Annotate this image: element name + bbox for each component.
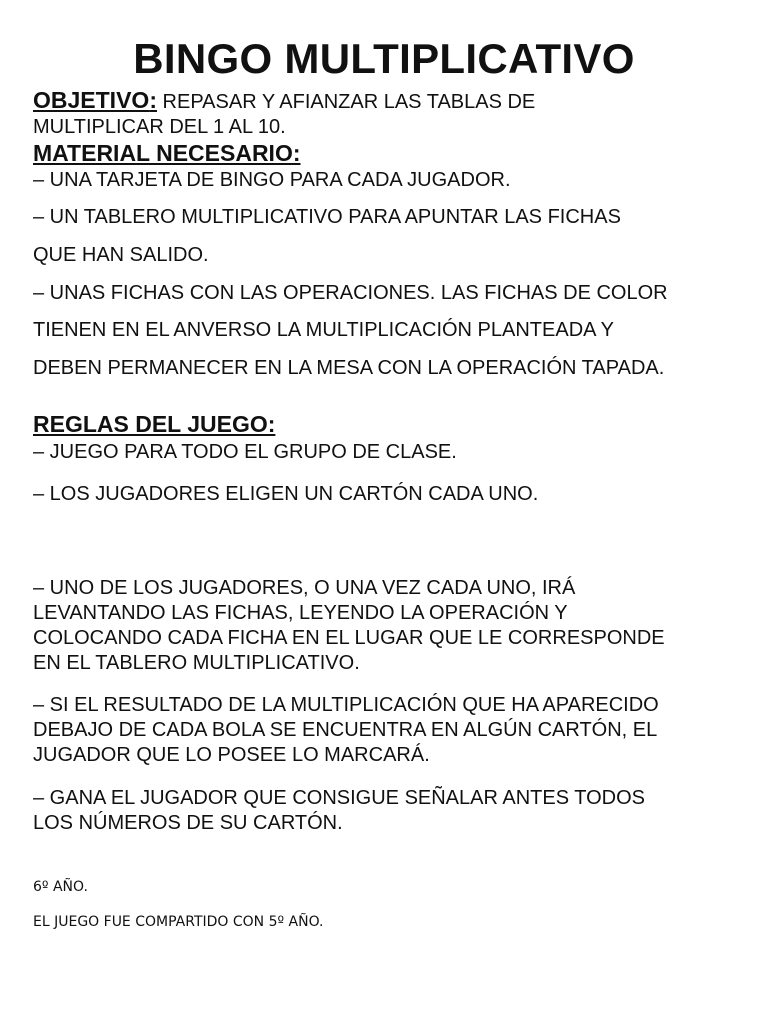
reglas-heading: REGLAS DEL JUEGO: — [33, 411, 276, 437]
objetivo-text-line1: REPASAR Y AFIANZAR LAS TABLAS DE — [156, 91, 536, 113]
material-item: DEBEN PERMANECER EN LA MESA CON LA OPERACIÓN TAPADA. — [33, 357, 665, 379]
rule-line: COLOCANDO CADA FICHA EN EL LUGAR QUE LE CORRESPONDE — [33, 627, 665, 649]
rule-item: – JUEGO PARA TODO EL GRUPO DE CLASE. — [33, 441, 457, 463]
rule-line: – UNO DE LOS JUGADORES, O UNA VEZ CADA UNO, IRÁ — [33, 577, 576, 599]
material-item: – UNA TARJETA DE BINGO PARA CADA JUGADOR. — [33, 169, 511, 191]
rule-item: – LOS JUGADORES ELIGEN UN CARTÓN CADA UNO. — [33, 483, 539, 505]
material-item: – UN TABLERO MULTIPLICATIVO PARA APUNTAR LAS FICHAS — [33, 206, 621, 228]
material-item: QUE HAN SALIDO. — [33, 244, 209, 266]
objetivo-colon: : — [149, 87, 157, 113]
shared-note: EL JUEGO FUE COMPARTIDO CON 5º AÑO. — [33, 914, 324, 930]
objetivo-label: OBJETIVO — [33, 87, 150, 113]
rule-item — [33, 786, 743, 836]
objetivo-paragraph — [33, 88, 743, 140]
rule-line: – GANA EL JUGADOR QUE CONSIGUE SEÑALAR ANTES TODOS — [33, 787, 646, 809]
rule-item — [33, 693, 743, 768]
rule-line: EN EL TABLERO MULTIPLICATIVO. — [33, 652, 360, 674]
objetivo-text-line2: MULTIPLICAR DEL 1 AL 10. — [33, 116, 286, 138]
material-item: – UNAS FICHAS CON LAS OPERACIONES. LAS FICHAS DE COLOR — [33, 282, 668, 304]
rule-line: LOS NÚMEROS DE SU CARTÓN. — [33, 812, 343, 834]
grade-note: 6º AÑO. — [33, 879, 88, 895]
rule-line: – SI EL RESULTADO DE LA MULTIPLICACIÓN QUE HA APARECIDO — [33, 694, 659, 716]
rule-line: LEVANTANDO LAS FICHAS, LEYENDO LA OPERACIÓN Y — [33, 602, 568, 624]
rule-item — [33, 576, 743, 676]
material-item: TIENEN EN EL ANVERSO LA MULTIPLICACIÓN PLANTEADA Y — [33, 319, 614, 341]
rule-line: DEBAJO DE CADA BOLA SE ENCUENTRA EN ALGÚN CARTÓN, EL — [33, 719, 658, 741]
material-heading: MATERIAL NECESARIO: — [33, 140, 301, 166]
page-title: BINGO MULTIPLICATIVO — [133, 35, 635, 82]
rule-line: JUGADOR QUE LO POSEE LO MARCARÁ. — [33, 744, 430, 766]
